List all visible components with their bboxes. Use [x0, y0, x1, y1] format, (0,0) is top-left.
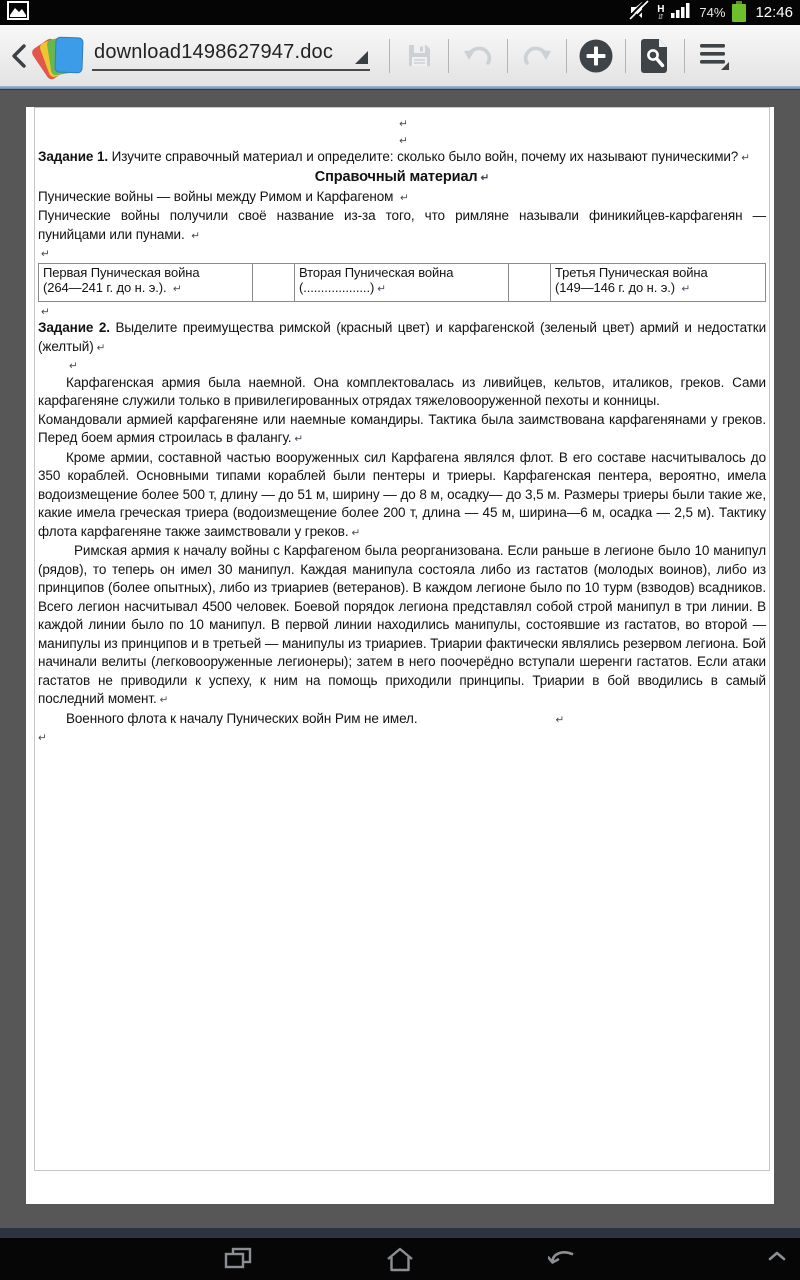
home-button[interactable]	[377, 1241, 423, 1277]
task2-paragraph: Задание 2. Выделите преимущества римской (красный цвет) и карфагенской (зеленый цвет) армий и недостатки (желтый) ↵	[38, 320, 767, 354]
pilcrow-mark: ↵	[377, 283, 386, 295]
pilcrow-mark: ↵	[351, 526, 361, 539]
paragraph-p2: Пунические войны получили своё название из-за того, что римляне называли финикийцев-карфагенян — пунийцами или пунами. ↵	[38, 208, 766, 242]
table-cell-empty	[509, 263, 551, 301]
battery-icon	[732, 4, 746, 22]
pilcrow-mark: ↵	[681, 283, 691, 295]
empty-paragraph	[38, 132, 766, 149]
table-cell-third-war: Третья Пуническая война (149—146 г. до н. э.) ↵	[551, 263, 766, 301]
recent-apps-button[interactable]	[215, 1241, 261, 1277]
document-filename: download1498627947.doc	[94, 40, 334, 63]
table-cell-empty	[253, 263, 295, 301]
redo-button[interactable]	[517, 34, 557, 78]
mute-vibrate-icon	[628, 0, 650, 25]
pilcrow-mark: ↵	[173, 283, 182, 295]
toolbar-separator	[566, 39, 567, 73]
add-button[interactable]	[576, 34, 616, 78]
paragraph-p1: Пунические войны — войны между Римом и Карфагеном ↵	[38, 188, 409, 204]
pilcrow-mark: ↵	[480, 171, 490, 184]
undo-button[interactable]	[458, 34, 498, 78]
pilcrow-mark: ↵	[159, 694, 169, 706]
paragraph-carthage-command: Командовали армией карфагеняне или наемные командиры. Тактика была заимствована карфагенянами у греков. Перед боем армия строилась в фалангу. ↵	[38, 411, 766, 445]
menu-button[interactable]	[694, 34, 734, 78]
hspa-network-icon: H ⇵	[657, 3, 665, 21]
empty-paragraph	[38, 357, 766, 374]
pilcrow-mark: ↵	[400, 191, 409, 204]
pilcrow-mark: ↵	[399, 134, 408, 147]
signal-strength-icon	[671, 2, 692, 23]
navigation-bar	[0, 1238, 800, 1280]
document-page	[26, 107, 774, 1204]
pilcrow-mark: ↵	[294, 433, 304, 445]
pilcrow-mark: ↵	[38, 732, 47, 744]
screenshot-notification-icon[interactable]	[7, 1, 29, 25]
paragraph-carthage-fleet: Кроме армии, составной частью вооруженных сил Карфагена являлся флот. В его составе насчитывалось до 350 кораблей. Основными типами кораблей были пентеры и триеры. Карфагенская пентера, вероятно, имела водоизмещение более 500 т, длину — до 51 м, ширину — до 8 м, осадку— до 3,5 м. Размеры триеры были такие же, какие имела греческая триера (водоизмещение более 200 т, длина — 45 м, ширина—6 м, осадка — 2,5 м). Тактику флота карфагеняне также заимствовали у греков. ↵	[38, 449, 766, 539]
pilcrow-mark: ↵	[41, 248, 50, 260]
dropdown-triangle-icon	[355, 51, 368, 64]
pilcrow-mark: ↵	[96, 341, 106, 354]
reference-heading: Справочный материал ↵	[314, 168, 490, 185]
battery-percent: 74%	[699, 5, 726, 20]
toolbar-separator	[448, 39, 449, 73]
pilcrow-mark: ↵	[191, 229, 200, 242]
empty-paragraph	[38, 729, 766, 746]
empty-paragraph	[38, 303, 766, 320]
paragraph-roman-fleet: Военного флота к началу Пунических войн Рим не имел. ↵	[66, 710, 565, 726]
punic-wars-table	[38, 263, 766, 302]
polaris-office-icon	[36, 32, 86, 80]
toolbar	[0, 25, 800, 86]
paragraph-carthage-army: Карфагенская армия была наемной. Она комплектовалась из ливийцев, кельтов, италиков, греков. Сами карфагеняне служили только в привилегированных отрядах тяжеловооруженной пехоты и конницы.	[38, 374, 766, 408]
toolbar-separator	[389, 39, 390, 73]
task1-label: Задание 1.	[38, 149, 109, 164]
pilcrow-mark: ↵	[69, 360, 78, 372]
task1-paragraph: Задание 1. Изучите справочный материал и определите: сколько было войн, почему их называют пуническими? ↵	[38, 149, 750, 164]
back-nav-button[interactable]	[539, 1241, 585, 1277]
toolbar-separator	[684, 39, 685, 73]
status-bar	[0, 0, 800, 25]
toolbar-separator	[507, 39, 508, 73]
table-row	[39, 263, 766, 301]
pilcrow-mark: ↵	[741, 152, 750, 164]
view-settings-button[interactable]	[635, 34, 675, 78]
pilcrow-mark: ↵	[399, 118, 408, 130]
paragraph-roman-army: Римская армия к началу войны с Карфагеном была реорганизована. Если раньше в легионе было 10 манипул (рядов), то теперь он имел 30 манипул. Каждая манипула состояла либо из гастатов (молодых воинов), либо из принципов (более опытных), либо из триариев (ветеранов). В каждом легионе было по 10 турм (взводов) всадников. Всего легион насчитывал 4500 человек. Боевой порядок легиона представлял собой строй манипул в три линии. В каждой линии было по 10 манипул. В первой линии находились манипулы, состоявшие из гастатов, во второй — манипулы из принципов и в третьей — манипулы из триариев. Триарии фактически являлись резервом легиона. Бой начинали велиты (легковооруженные легионеры); затем в него поочерёдно вступали шеренги гастатов. Если атаки гастатов не приводили к успеху, к ним на помощь приходили принципы. Триарии в бой вводились в самый последний момент. ↵	[38, 543, 766, 706]
clock: 12:46	[755, 4, 793, 21]
back-button[interactable]	[6, 35, 34, 77]
empty-paragraph	[38, 245, 766, 262]
navbar-top-strip	[0, 1228, 800, 1238]
document-text-frame	[34, 107, 770, 1171]
document-viewport[interactable]	[0, 90, 800, 1228]
save-button[interactable]	[399, 34, 439, 78]
collapse-navbar-button[interactable]	[768, 1248, 786, 1266]
pilcrow-mark: ↵	[41, 305, 50, 318]
toolbar-separator	[625, 39, 626, 73]
document-title-dropdown[interactable]	[92, 41, 370, 71]
table-cell-first-war: Первая Пуническая война (264—241 г. до н. э.). ↵	[39, 263, 253, 301]
table-cell-second-war: Вторая Пуническая война (...................) ↵	[295, 263, 509, 301]
empty-paragraph	[38, 115, 766, 132]
pilcrow-mark: ↵	[555, 713, 565, 726]
task2-label: Задание 2.	[38, 320, 110, 335]
